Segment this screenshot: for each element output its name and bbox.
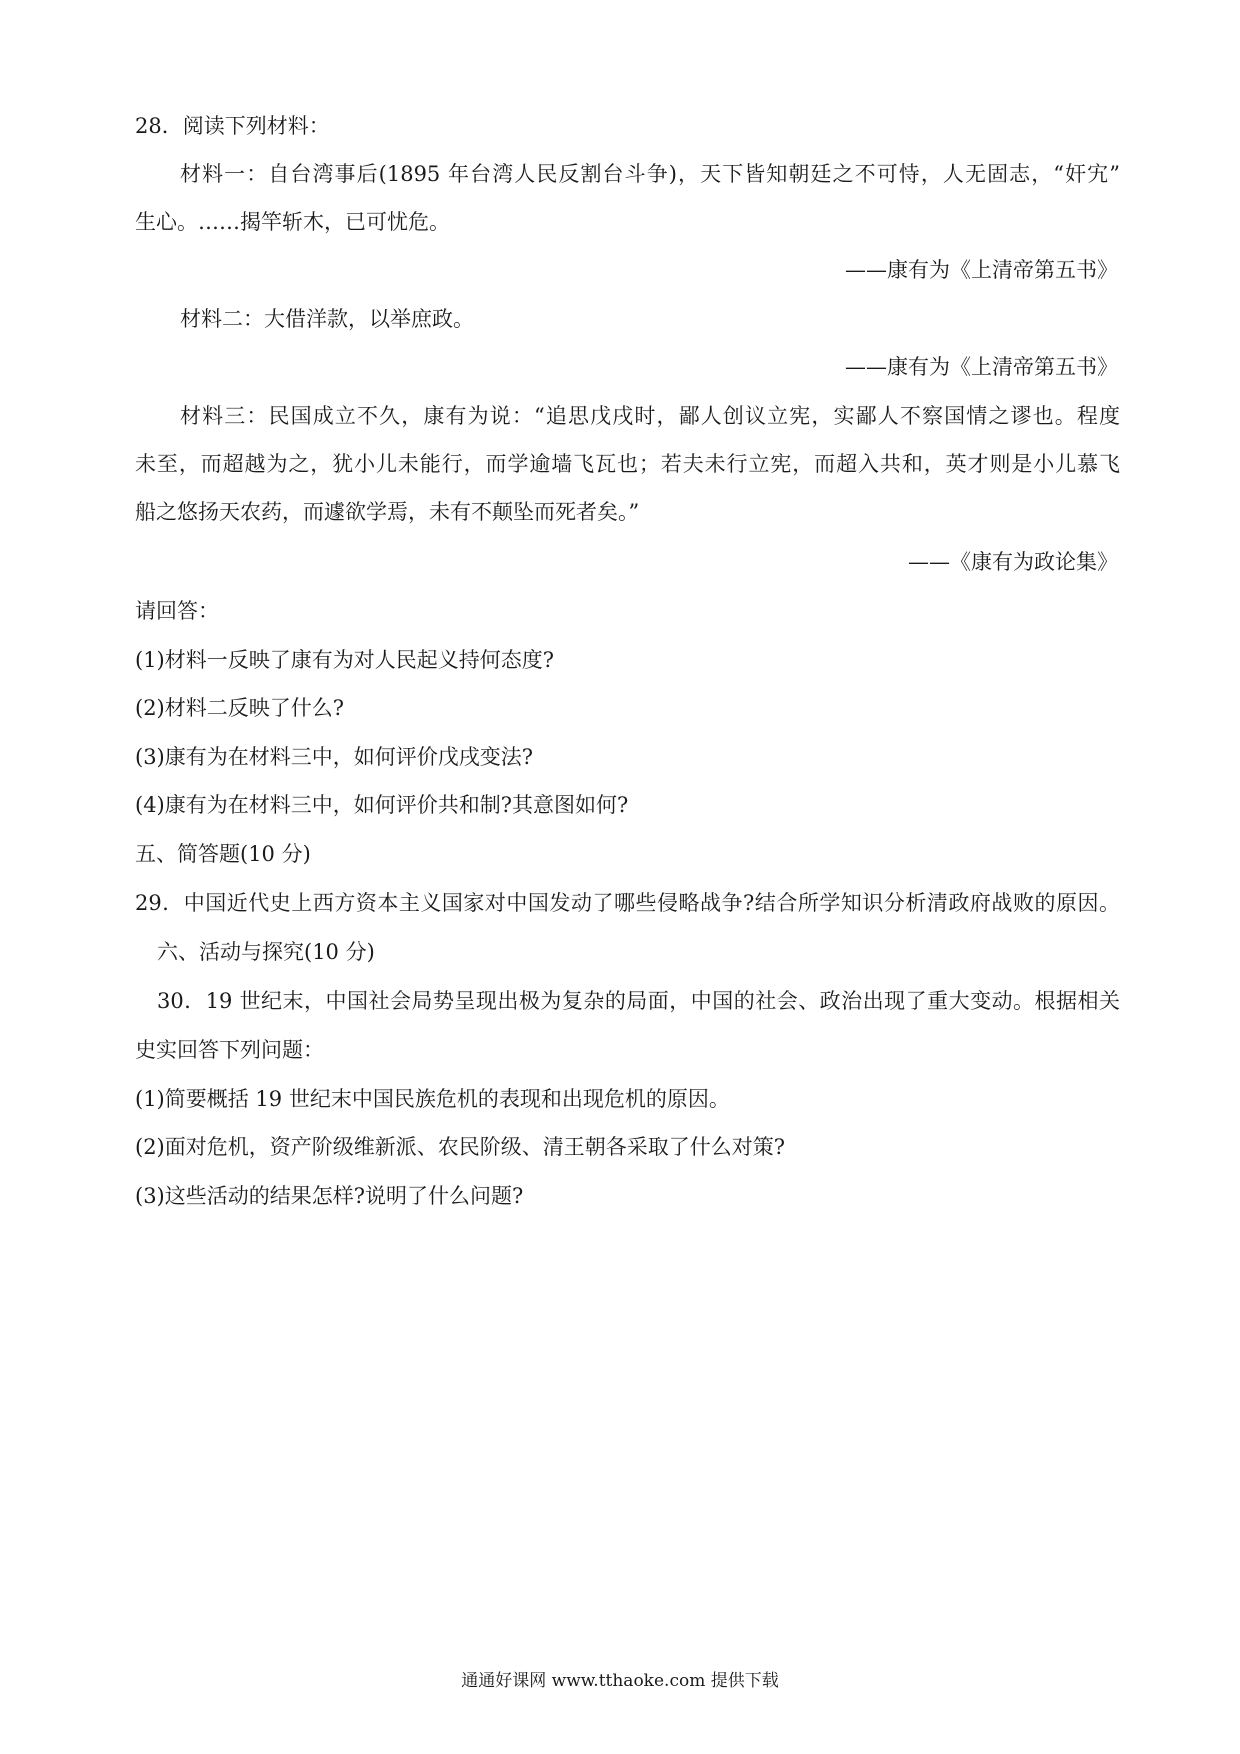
page-footer: 通通好课网 www.tthaoke.com 提供下载 bbox=[461, 1671, 779, 1691]
material-1-source: ——康有为《上清帝第五书》 bbox=[845, 258, 1118, 282]
question-28-sub-4: (4)康有为在材料三中，如何评价共和制?其意图如何? bbox=[135, 793, 629, 817]
section-6-heading: 六、活动与探究(10 分) bbox=[157, 940, 375, 964]
material-3-text: 材料三：民国成立不久，康有为说：“追思戊戌时，鄙人创议立宪，实鄙人不察国情之谬也。程度 bbox=[180, 404, 1120, 428]
question-30-cont: 史实回答下列问题： bbox=[135, 1038, 324, 1062]
material-3-source: ——《康有为政论集》 bbox=[908, 550, 1118, 574]
question-28-sub-1: (1)材料一反映了康有为对人民起义持何态度? bbox=[135, 648, 555, 672]
answer-prompt: 请回答： bbox=[135, 599, 219, 623]
section-5-heading: 五、简答题(10 分) bbox=[135, 842, 311, 866]
question-28-sub-2: (2)材料二反映了什么? bbox=[135, 696, 345, 720]
material-3-text-cont: 未至，而超越为之，犹小儿未能行，而学逾墙飞瓦也；若夫未行立宪，而超入共和，英才则是小儿慕飞 bbox=[135, 452, 1120, 476]
question-30-sub-3: (3)这些活动的结果怎样?说明了什么问题? bbox=[135, 1184, 524, 1208]
question-30: 30．19 世纪末，中国社会局势呈现出极为复杂的局面，中国的社会、政治出现了重大变动。根据相关 bbox=[157, 989, 1120, 1013]
question-30-sub-2: (2)面对危机，资产阶级维新派、农民阶级、清王朝各采取了什么对策? bbox=[135, 1135, 786, 1159]
question-28-sub-3: (3)康有为在材料三中，如何评价戊戌变法? bbox=[135, 745, 534, 769]
question-29: 29．中国近代史上西方资本主义国家对中国发动了哪些侵略战争?结合所学知识分析清政府战败的原因。 bbox=[135, 891, 1120, 915]
question-28-title: 28．阅读下列材料： bbox=[135, 114, 330, 138]
material-3-text-end: 船之悠扬天农药，而遽欲学焉，未有不颠坠而死者矣。” bbox=[135, 500, 640, 524]
question-30-sub-1: (1)简要概括 19 世纪末中国民族危机的表现和出现危机的原因。 bbox=[135, 1087, 730, 1111]
material-1-text-cont: 生心。……揭竿斩木，已可忧危。 bbox=[135, 210, 450, 234]
material-1-text: 材料一：自台湾事后(1895 年台湾人民反割台斗争)，天下皆知朝廷之不可恃，人无固志，“奸宄” bbox=[180, 162, 1120, 186]
material-2-source: ——康有为《上清帝第五书》 bbox=[845, 355, 1118, 379]
material-2-text: 材料二：大借洋款，以举庶政。 bbox=[180, 307, 474, 331]
